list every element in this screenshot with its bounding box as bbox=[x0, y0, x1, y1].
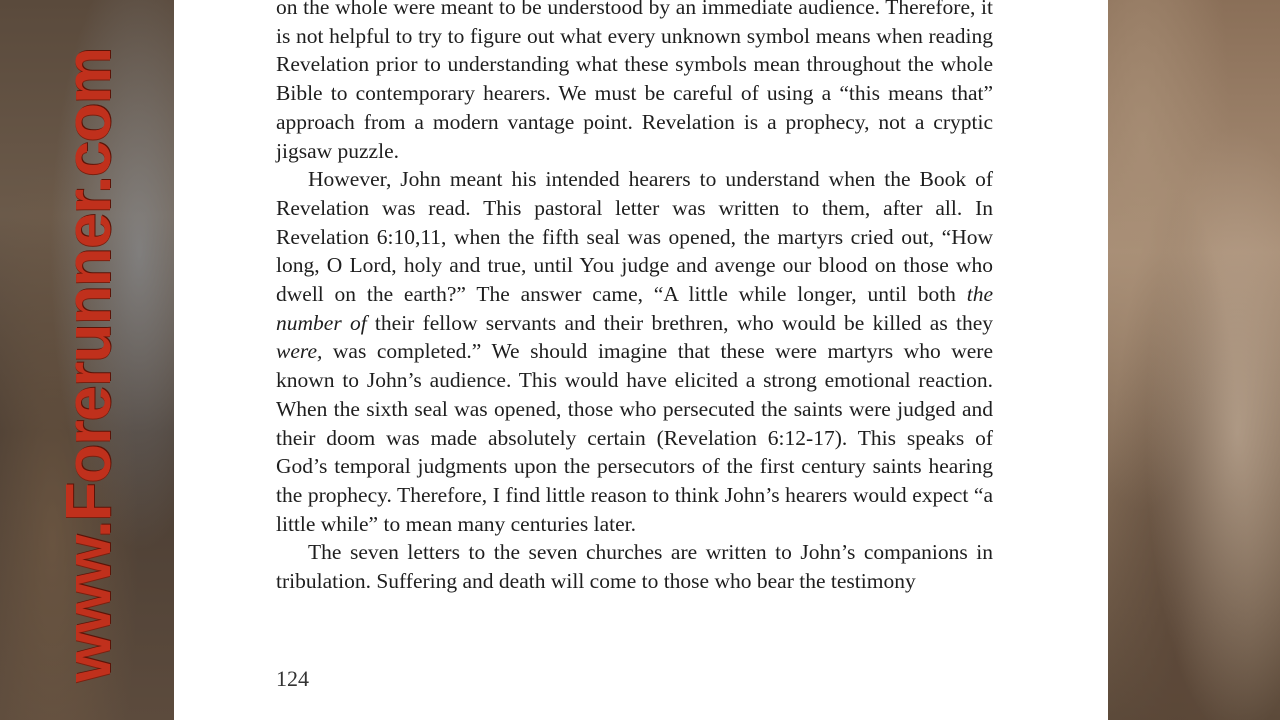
left-background-panel bbox=[0, 0, 174, 720]
book-page bbox=[174, 0, 1108, 720]
paragraph-2-text-b: their fellow servants and their brethren, who would be killed as they bbox=[366, 310, 993, 335]
page-number: 124 bbox=[276, 666, 309, 691]
paragraph-1-text: on the whole were meant to be understood by an immediate audience. Therefore, it is not helpful to try to figure out what every unknown symbol means when reading Revelation prior to understanding what these symbols mean throughout the whole Bible to contemporary hearers. We must be careful of using a “this means that” approach from a modern vantage point. Revelation is a prophecy, not a cryptic jigsaw puzzle. bbox=[276, 0, 993, 163]
right-background-panel bbox=[1108, 0, 1280, 720]
paragraph-3-text: The seven letters to the seven churches are written to John’s companions in tribulation. Suffering and death will come to those who bear the testimony bbox=[276, 540, 993, 594]
paragraph-2-italic-b: were, bbox=[276, 339, 323, 364]
paragraph-2-italic-a: the number of bbox=[276, 282, 993, 335]
forerunner-watermark: www.Forerunner.com bbox=[52, 48, 124, 682]
paragraph-2-text-a: However, John meant his intended hearers to understand when the Book of Revelation was read. This pastoral letter was written to them, after all. In Revelation 6:10,11, when the fifth seal was opened, the martyrs cried out, “How long, O Lord, holy and true, until You judge and avenge our blood on those who dwell on the earth?” The answer came, “A little while longer, until both bbox=[276, 167, 993, 307]
paragraph-2 bbox=[276, 165, 993, 538]
paragraph-2-text-c: was completed.” We should imagine that these were martyrs who were known to John’s audience. This would have elicited a strong emotional reaction. When the sixth seal was opened, those who persecuted the saints were judged and their doom was made absolutely certain (Revelation 6:12-17). This speaks of God’s temporal judgments upon the persecutors of the first century saints hearing the prophecy. Therefore, I find little reason to think John’s hearers would expect “a little while” to mean many centuries later. bbox=[276, 339, 993, 536]
page-body-text bbox=[276, 0, 993, 596]
paragraph-3 bbox=[276, 538, 993, 595]
paragraph-1 bbox=[276, 0, 993, 165]
